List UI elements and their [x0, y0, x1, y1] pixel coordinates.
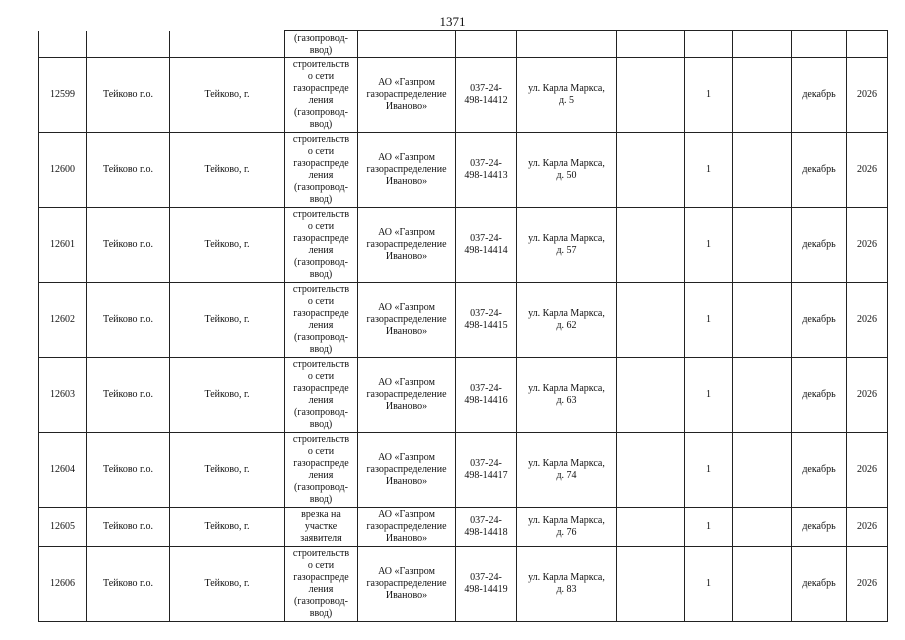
- cell-work-type: строительств о сети газораспреде ления (газопровод- ввод): [285, 133, 358, 208]
- cell-work-type: врезка на участке заявителя: [285, 508, 358, 547]
- cell-locality: Тейково, г.: [170, 283, 285, 358]
- cell-year: 2026: [847, 133, 888, 208]
- cell-code: 037-24- 498-14414: [456, 208, 517, 283]
- cell-month: декабрь: [792, 433, 847, 508]
- cell-month: декабрь: [792, 508, 847, 547]
- cell-locality: Тейково, г.: [170, 133, 285, 208]
- cell-col8: [617, 133, 685, 208]
- cell-qty: 1: [685, 433, 733, 508]
- cell-organization: АО «Газпром газораспределение Иваново»: [358, 358, 456, 433]
- cell-year: 2026: [847, 358, 888, 433]
- cell-code: 037-24- 498-14416: [456, 358, 517, 433]
- cell-district: Тейково г.о.: [87, 283, 170, 358]
- cell-organization: АО «Газпром газораспределение Иваново»: [358, 433, 456, 508]
- cell-locality: Тейково, г.: [170, 508, 285, 547]
- table-row-continued: [39, 31, 888, 58]
- cell-col10: [733, 433, 792, 508]
- table-row: [39, 358, 888, 433]
- cell-address: [517, 31, 617, 58]
- cell-year: [847, 31, 888, 58]
- cell-code: 037-24- 498-14412: [456, 58, 517, 133]
- cell-num: 12604: [39, 433, 87, 508]
- cell-district: Тейково г.о.: [87, 508, 170, 547]
- cell-qty: [685, 31, 733, 58]
- cell-col8: [617, 31, 685, 58]
- cell-num: 12606: [39, 547, 87, 622]
- cell-col10: [733, 58, 792, 133]
- table-row: [39, 547, 888, 622]
- cell-month: декабрь: [792, 133, 847, 208]
- cell-work-type: строительств о сети газораспреде ления (газопровод- ввод): [285, 208, 358, 283]
- cell-code: 037-24- 498-14415: [456, 283, 517, 358]
- cell-district: Тейково г.о.: [87, 208, 170, 283]
- cell-col8: [617, 283, 685, 358]
- cell-qty: 1: [685, 208, 733, 283]
- cell-year: 2026: [847, 283, 888, 358]
- cell-year: 2026: [847, 508, 888, 547]
- cell-year: 2026: [847, 433, 888, 508]
- cell-col8: [617, 58, 685, 133]
- cell-locality: Тейково, г.: [170, 358, 285, 433]
- cell-district: Тейково г.о.: [87, 58, 170, 133]
- cell-organization: АО «Газпром газораспределение Иваново»: [358, 133, 456, 208]
- table-row: [39, 433, 888, 508]
- table-row: [39, 283, 888, 358]
- cell-qty: 1: [685, 58, 733, 133]
- cell-qty: 1: [685, 358, 733, 433]
- cell-district: Тейково г.о.: [87, 433, 170, 508]
- cell-code: 037-24- 498-14419: [456, 547, 517, 622]
- cell-address: ул. Карла Маркса, д. 5: [517, 58, 617, 133]
- cell-organization: АО «Газпром газораспределение Иваново»: [358, 58, 456, 133]
- cell-num: 12600: [39, 133, 87, 208]
- cell-num: [39, 31, 87, 58]
- cell-address: ул. Карла Маркса, д. 74: [517, 433, 617, 508]
- cell-col10: [733, 283, 792, 358]
- cell-work-type: строительств о сети газораспреде ления (газопровод- ввод): [285, 547, 358, 622]
- table-row: [39, 508, 888, 547]
- cell-month: декабрь: [792, 283, 847, 358]
- cell-num: 12605: [39, 508, 87, 547]
- page-number: 1371: [439, 14, 466, 29]
- cell-col8: [617, 358, 685, 433]
- cell-district: Тейково г.о.: [87, 358, 170, 433]
- cell-address: ул. Карла Маркса, д. 83: [517, 547, 617, 622]
- cell-qty: 1: [685, 133, 733, 208]
- cell-work-type: строительств о сети газораспреде ления (газопровод- ввод): [285, 358, 358, 433]
- cell-qty: 1: [685, 547, 733, 622]
- cell-locality: [170, 31, 285, 58]
- cell-year: 2026: [847, 547, 888, 622]
- cell-col10: [733, 547, 792, 622]
- cell-num: 12603: [39, 358, 87, 433]
- cell-col8: [617, 208, 685, 283]
- cell-locality: Тейково, г.: [170, 58, 285, 133]
- cell-month: декабрь: [792, 58, 847, 133]
- cell-district: Тейково г.о.: [87, 133, 170, 208]
- cell-organization: [358, 31, 456, 58]
- cell-col8: [617, 547, 685, 622]
- cell-locality: Тейково, г.: [170, 547, 285, 622]
- cell-col10: [733, 208, 792, 283]
- cell-month: декабрь: [792, 358, 847, 433]
- cell-num: 12599: [39, 58, 87, 133]
- cell-code: 037-24- 498-14417: [456, 433, 517, 508]
- cell-code: 037-24- 498-14413: [456, 133, 517, 208]
- table-body: [39, 31, 888, 622]
- cell-num: 12601: [39, 208, 87, 283]
- cell-year: 2026: [847, 208, 888, 283]
- cell-locality: Тейково, г.: [170, 208, 285, 283]
- cell-col8: [617, 508, 685, 547]
- cell-organization: АО «Газпром газораспределение Иваново»: [358, 547, 456, 622]
- cell-qty: 1: [685, 283, 733, 358]
- cell-district: Тейково г.о.: [87, 547, 170, 622]
- cell-address: ул. Карла Маркса, д. 76: [517, 508, 617, 547]
- cell-work-type: строительств о сети газораспреде ления (газопровод- ввод): [285, 433, 358, 508]
- cell-address: ул. Карла Маркса, д. 50: [517, 133, 617, 208]
- cell-organization: АО «Газпром газораспределение Иваново»: [358, 508, 456, 547]
- cell-address: ул. Карла Маркса, д. 57: [517, 208, 617, 283]
- cell-qty: 1: [685, 508, 733, 547]
- cell-month: декабрь: [792, 547, 847, 622]
- cell-col8: [617, 433, 685, 508]
- cell-organization: АО «Газпром газораспределение Иваново»: [358, 283, 456, 358]
- cell-num: 12602: [39, 283, 87, 358]
- table-row: [39, 208, 888, 283]
- cell-col10: [733, 31, 792, 58]
- cell-month: [792, 31, 847, 58]
- cell-code: [456, 31, 517, 58]
- cell-col10: [733, 358, 792, 433]
- cell-work-type: строительств о сети газораспреде ления (газопровод- ввод): [285, 58, 358, 133]
- cell-district: [87, 31, 170, 58]
- cell-work-type: (газопровод- ввод): [285, 31, 358, 58]
- cell-col10: [733, 133, 792, 208]
- cell-year: 2026: [847, 58, 888, 133]
- cell-col10: [733, 508, 792, 547]
- cell-address: ул. Карла Маркса, д. 63: [517, 358, 617, 433]
- cell-work-type: строительств о сети газораспреде ления (газопровод- ввод): [285, 283, 358, 358]
- table-row: [39, 133, 888, 208]
- gasification-table: [38, 30, 888, 622]
- cell-address: ул. Карла Маркса, д. 62: [517, 283, 617, 358]
- cell-organization: АО «Газпром газораспределение Иваново»: [358, 208, 456, 283]
- cell-month: декабрь: [792, 208, 847, 283]
- cell-locality: Тейково, г.: [170, 433, 285, 508]
- cell-code: 037-24- 498-14418: [456, 508, 517, 547]
- table-row: [39, 58, 888, 133]
